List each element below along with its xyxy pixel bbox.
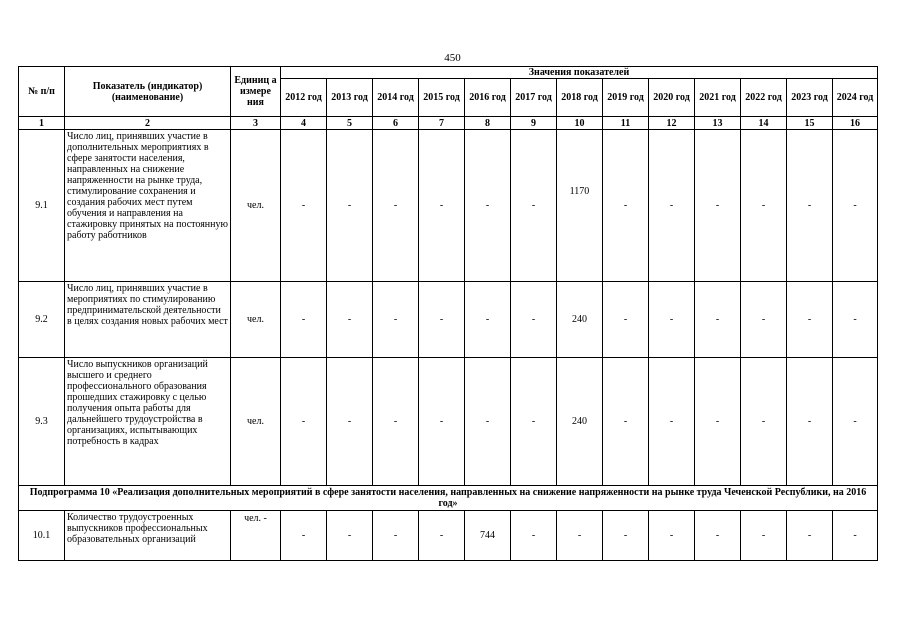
row-indicator-name: Число лиц, принявших участие в мероприятиях по стимулированию предпринимательской деятельности в целях создания новых рабочих мест [65, 282, 231, 358]
row-value: - [741, 511, 787, 561]
column-number: 9 [511, 117, 557, 130]
header-col-unit: Единиц а измере ния [231, 67, 281, 117]
row-value: - [511, 511, 557, 561]
row-value: - [419, 130, 465, 282]
row-value: - [281, 130, 327, 282]
row-value: - [833, 282, 878, 358]
row-indicator-name: Число лиц, принявших участие в дополнительных мероприятиях в сфере занятости населения, направленных на снижение напряженности на рынке труда, стимулирование сохранения и создания рабочих мест путем обучения и направления на стажировку принятых на постоянную работу работников [65, 130, 231, 282]
column-number: 3 [231, 117, 281, 130]
header-year: 2019 год [603, 79, 649, 117]
row-value: - [649, 282, 695, 358]
row-value: - [787, 511, 833, 561]
column-number: 5 [327, 117, 373, 130]
header-year: 2020 год [649, 79, 695, 117]
row-value: - [511, 130, 557, 282]
row-value: - [373, 130, 419, 282]
row-value: - [511, 358, 557, 486]
header-year: 2016 год [465, 79, 511, 117]
row-value: - [787, 358, 833, 486]
row-value: - [833, 130, 878, 282]
row-index: 9.1 [19, 130, 65, 282]
row-value: 744 [465, 511, 511, 561]
header-col-indicator: Показатель (индикатор) (наименование) [65, 67, 231, 117]
row-value: - [603, 130, 649, 282]
header-year: 2021 год [695, 79, 741, 117]
header-year: 2022 год [741, 79, 787, 117]
row-value: - [833, 358, 878, 486]
header-year: 2012 год [281, 79, 327, 117]
column-number: 6 [373, 117, 419, 130]
row-value: - [741, 358, 787, 486]
row-indicator-name: Количество трудоустроенных выпускников профессиональных образовательных организаций [65, 511, 231, 561]
header-col-values: Значения показателей [281, 67, 878, 79]
header-year: 2017 год [511, 79, 557, 117]
header-year: 2018 год [557, 79, 603, 117]
row-value: - [695, 511, 741, 561]
column-number: 15 [787, 117, 833, 130]
row-value: - [787, 130, 833, 282]
column-number: 1 [19, 117, 65, 130]
row-indicator-name: Число выпускников организаций высшего и среднего профессионального образования прошедших стажировку с целью получения опыта работы для дальнейшего трудоустройства в организациях, испытывающих потребность в кадрах [65, 358, 231, 486]
row-value: - [373, 358, 419, 486]
subprogram-row [19, 486, 878, 511]
row-value: - [741, 282, 787, 358]
row-value: - [603, 282, 649, 358]
row-value: 240 [557, 282, 603, 358]
table-row [19, 282, 878, 358]
row-value: - [465, 282, 511, 358]
column-number: 10 [557, 117, 603, 130]
row-value: - [649, 130, 695, 282]
subprogram-title: Подпрограмма 10 «Реализация дополнительных мероприятий в сфере занятости населения, направленных на снижение напряженности на рынке труда Чеченской Республики, на 2016 год» [19, 486, 878, 511]
row-value: - [327, 282, 373, 358]
row-value: - [511, 282, 557, 358]
row-value: - [603, 511, 649, 561]
row-value: - [787, 282, 833, 358]
column-number: 2 [65, 117, 231, 130]
row-value: - [373, 511, 419, 561]
row-value: - [603, 358, 649, 486]
row-value: - [741, 130, 787, 282]
table-row [19, 511, 878, 561]
header-year: 2014 год [373, 79, 419, 117]
row-value: - [695, 130, 741, 282]
row-index: 9.3 [19, 358, 65, 486]
row-unit: чел. - [231, 511, 281, 561]
row-value: - [419, 358, 465, 486]
header-year: 2015 год [419, 79, 465, 117]
column-number: 7 [419, 117, 465, 130]
row-value: - [557, 511, 603, 561]
row-unit: чел. [231, 358, 281, 486]
column-number: 14 [741, 117, 787, 130]
row-value: - [419, 511, 465, 561]
row-value: 1170 [557, 130, 603, 282]
row-value: 240 [557, 358, 603, 486]
row-value: - [833, 511, 878, 561]
row-value: - [695, 282, 741, 358]
row-value: - [327, 511, 373, 561]
column-number: 13 [695, 117, 741, 130]
header-year: 2013 год [327, 79, 373, 117]
column-number: 11 [603, 117, 649, 130]
header-year: 2023 год [787, 79, 833, 117]
row-value: - [465, 130, 511, 282]
row-index: 9.2 [19, 282, 65, 358]
row-value: - [281, 282, 327, 358]
row-value: - [649, 358, 695, 486]
row-value: - [281, 511, 327, 561]
table-row [19, 358, 878, 486]
table-row [19, 130, 878, 282]
column-number: 16 [833, 117, 878, 130]
row-value: - [327, 358, 373, 486]
row-unit: чел. [231, 282, 281, 358]
row-unit: чел. [231, 130, 281, 282]
row-value: - [695, 358, 741, 486]
page-number: 450 [444, 52, 461, 64]
row-value: - [465, 358, 511, 486]
column-number: 4 [281, 117, 327, 130]
row-value: - [419, 282, 465, 358]
row-value: - [373, 282, 419, 358]
row-value: - [327, 130, 373, 282]
header-col-num: № п/п [19, 67, 65, 117]
column-number: 8 [465, 117, 511, 130]
header-year: 2024 год [833, 79, 878, 117]
indicators-table [18, 66, 878, 561]
row-index: 10.1 [19, 511, 65, 561]
row-value: - [281, 358, 327, 486]
column-number: 12 [649, 117, 695, 130]
row-value: - [649, 511, 695, 561]
